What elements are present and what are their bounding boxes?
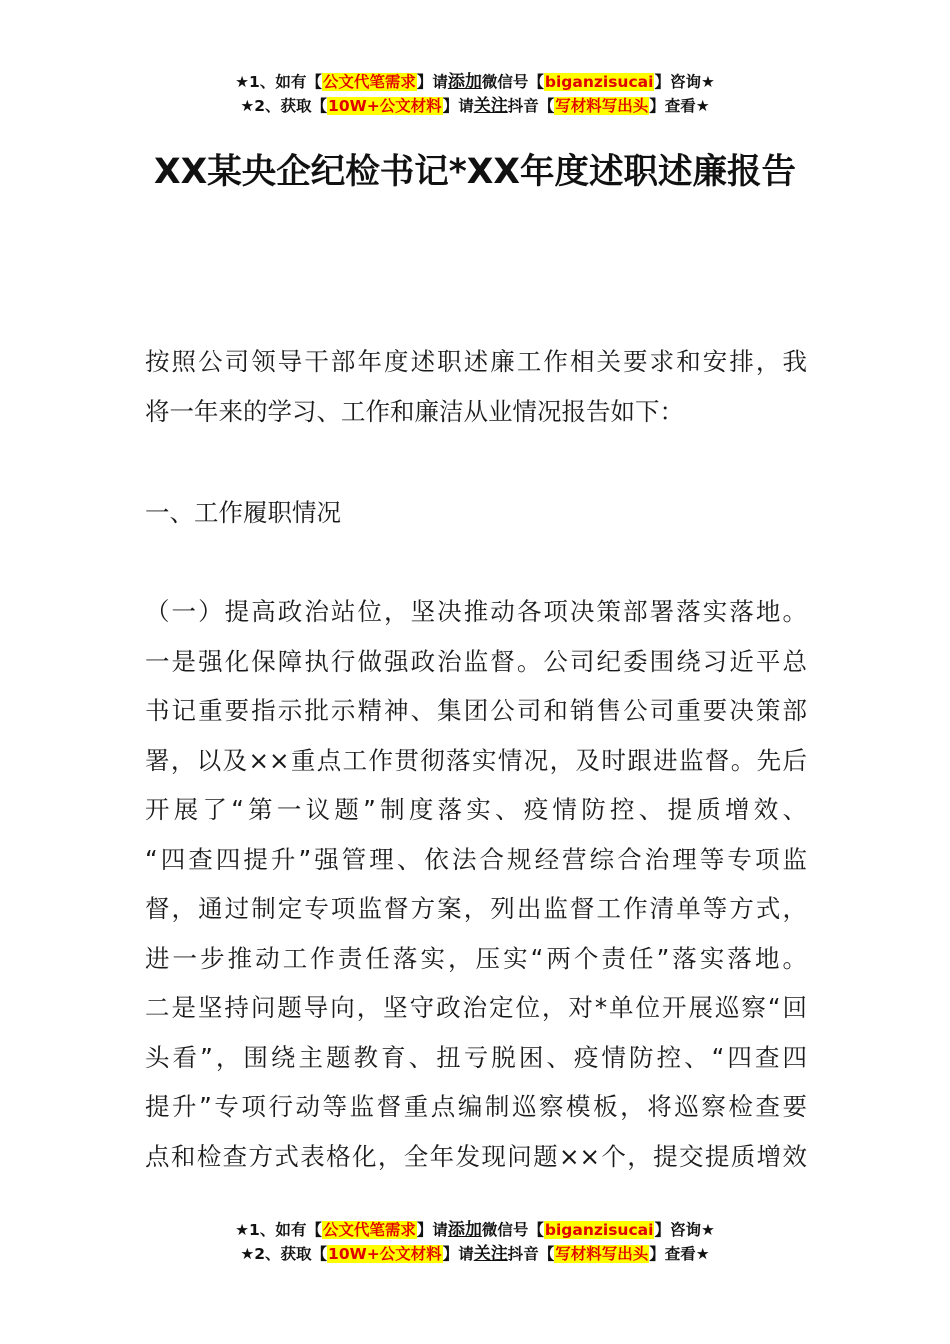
promo-text: 】请 (416, 73, 448, 91)
text-line: 点和检查方式表格化，全年发现问题××个，提交提质增效 (145, 1141, 807, 1171)
text-line: 提升”专项行动等监督重点编制巡察模板，将巡察检查要 (145, 1092, 807, 1121)
promo-emphasis: 关注 (473, 1244, 508, 1264)
promo-text: 】咨询★ (654, 1221, 715, 1239)
intro-paragraph (145, 337, 807, 436)
promo-text: 】请 (442, 97, 474, 115)
promo-emphasis: 添加 (447, 1220, 482, 1240)
text-line: 一是强化保障执行做强政治监督。公司纪委围绕习近平总 (145, 646, 807, 676)
text-line: 书记重要指示批示精神、集团公司和销售公司重要决策部 (145, 696, 807, 725)
promo-text: 微信号【 (481, 1221, 544, 1239)
body-paragraph (145, 587, 807, 1181)
promo-banner-bottom (0, 1218, 950, 1266)
promo-emphasis: 关注 (473, 96, 508, 116)
text-line: 将一年来的学习、工作和廉洁从业情况报告如下： (145, 396, 684, 426)
promo-text: 抖音【 (507, 97, 555, 115)
promo-highlight: 公文代笔需求 (322, 73, 416, 91)
text-line: 头看”，围绕主题教育、扭亏脱困、疫情防控、“四查四 (145, 1042, 807, 1072)
promo-banner-top (0, 70, 950, 118)
promo-text: ★2、获取【 (240, 97, 328, 115)
promo-line-2 (0, 1242, 950, 1266)
document-title: XX某央企纪检书记*XX年度述职述廉报告 (154, 152, 796, 192)
promo-emphasis: 添加 (447, 72, 482, 92)
promo-highlight: 公文代笔需求 (322, 1221, 416, 1239)
text-line: 开展了“第一议题”制度落实、疫情防控、提质增效、 (145, 795, 807, 824)
promo-line-1 (0, 1218, 950, 1242)
promo-highlight: 10W+公文材料 (328, 1245, 442, 1263)
section-heading-text: 一、工作履职情况 (145, 498, 341, 527)
promo-text: 】咨询★ (654, 73, 715, 91)
promo-douyin-id: 写材料写出头 (555, 1245, 649, 1263)
promo-text: 】查看★ (649, 1245, 710, 1263)
promo-text: 】请 (416, 1221, 448, 1239)
promo-text: ★1、如有【 (235, 1221, 322, 1239)
promo-wechat-id: biganzisucai (544, 1221, 654, 1239)
text-line: 进一步推动工作责任落实，压实“两个责任”落实落地。 (145, 943, 807, 973)
promo-line-2 (0, 94, 950, 118)
text-line: “四查四提升”强管理、依法合规经营综合治理等专项监 (145, 844, 807, 874)
text-line: 按照公司领导干部年度述职述廉工作相关要求和安排，我 (145, 347, 807, 376)
promo-wechat-id: biganzisucai (544, 73, 654, 91)
promo-text: ★1、如有【 (235, 73, 322, 91)
promo-text: ★2、获取【 (240, 1245, 328, 1263)
text-line: 督，通过制定专项监督方案，列出监督工作清单等方式， (145, 894, 807, 923)
promo-text: 】请 (442, 1245, 474, 1263)
promo-line-1 (0, 70, 950, 94)
promo-text: 】查看★ (649, 97, 710, 115)
promo-douyin-id: 写材料写出头 (555, 97, 649, 115)
text-line: （一）提高政治站位，坚决推动各项决策部署落实落地。 (145, 597, 807, 626)
text-line: 署，以及××重点工作贯彻落实情况，及时跟进监督。先后 (145, 745, 807, 775)
promo-text: 微信号【 (481, 73, 544, 91)
text-line: 二是坚持问题导向，坚守政治定位，对*单位开展巡察“回 (145, 993, 807, 1022)
promo-highlight: 10W+公文材料 (328, 97, 442, 115)
section-heading (145, 488, 807, 538)
promo-text: 抖音【 (507, 1245, 555, 1263)
